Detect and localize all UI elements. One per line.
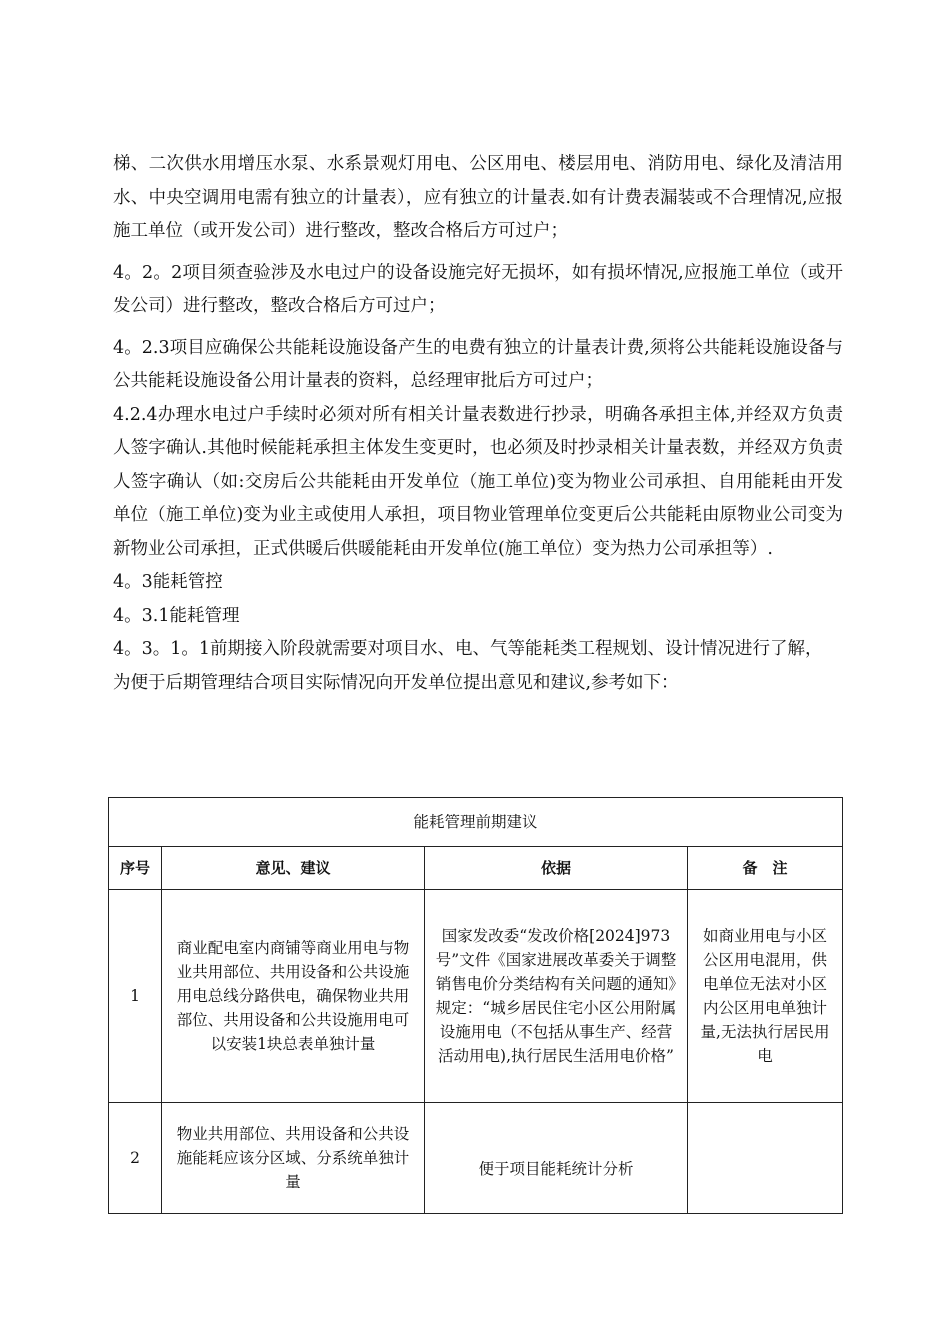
header-advice: 意见、建议 (162, 847, 425, 890)
table-row (109, 890, 843, 1103)
table-title: 能耗管理前期建议 (109, 798, 843, 847)
table-title-row (109, 798, 843, 847)
row-advice: 物业共用部位、共用设备和公共设施能耗应该分区域、分系统单独计量 (162, 1103, 425, 1214)
paragraph-4-2-3: 4。2.3项目应确保公共能耗设施设备产生的电费有独立的计量表计费,须将公共能耗设施设备与公共能耗设施设备公用计量表的资料，总经理审批后方可过户； (113, 337, 843, 391)
header-no: 序号 (109, 847, 162, 890)
row-note: 如商业用电与小区公区用电混用，供电单位无法对小区内公区用电单独计量,无法执行居民用电 (688, 890, 843, 1103)
table-row (109, 1103, 843, 1214)
heading-4-3: 4。3能耗管控 (113, 572, 223, 592)
paragraph-4-3-1-1: 4。3。1。1前期接入阶段就需要对项目水、电、气等能耗类工程规划、设计情况进行了解， (113, 639, 823, 659)
paragraph-continuation: 梯、二次供水用增压水泵、水系景观灯用电、公区用电、楼层用电、消防用电、绿化及清洁用水、中央空调用电需有独立的计量表），应有独立的计量表.如有计费表漏装或不合理情况,应报施工单位（或开发公司）进行整改，整改合格后方可过户； (113, 154, 843, 241)
row-no: 2 (109, 1103, 162, 1214)
document-body (113, 148, 843, 700)
row-no: 1 (109, 890, 162, 1103)
row-advice: 商业配电室内商铺等商业用电与物业共用部位、共用设备和公共设施用电总线分路供电，确保物业共用部位、共用设备和公共设施用电可以安装1块总表单独计量 (162, 890, 425, 1103)
header-note: 备 注 (688, 847, 843, 890)
paragraph-4-2-2: 4。2。2项目须查验涉及水电过户的设备设施完好无损坏，如有损坏情况,应报施工单位（或开发公司）进行整改，整改合格后方可过户； (113, 262, 843, 316)
energy-advice-table (108, 797, 843, 1214)
row-note (688, 1103, 843, 1214)
row-basis: 国家发改委“发改价格[2024]973号”文件《国家进展改革委关于调整销售电价分类结构有关问题的通知》规定：“城乡居民住宅小区公用附属设施用电（不包括从事生产、经营活动用电),执行居民生活用电价格” (425, 890, 688, 1103)
paragraph-intro-table: 为便于后期管理结合项目实际情况向开发单位提出意见和建议,参考如下： (113, 672, 679, 693)
paragraph-4-2-4: 4.2.4办理水电过户手续时必须对所有相关计量表数进行抄录，明确各承担主体,并经双方负责人签字确认.其他时候能耗承担主体发生变更时，也必须及时抄录相关计量表数，并经双方负责人签字确认（如:交房后公共能耗由开发单位（施工单位)变为物业公司承担、自用能耗由开发单位（施工单位)变为业主或使用人承担，项目物业管理单位变更后公共能耗由原物业公司变为新物业公司承担，正式供暖后供暖能耗由开发单位(施工单位）变为热力公司承担等）. (113, 404, 843, 559)
header-basis: 依据 (425, 847, 688, 890)
heading-4-3-1: 4。3.1能耗管理 (113, 605, 240, 626)
row-basis: 便于项目能耗统计分析 (425, 1103, 688, 1214)
table-header-row (109, 847, 843, 890)
